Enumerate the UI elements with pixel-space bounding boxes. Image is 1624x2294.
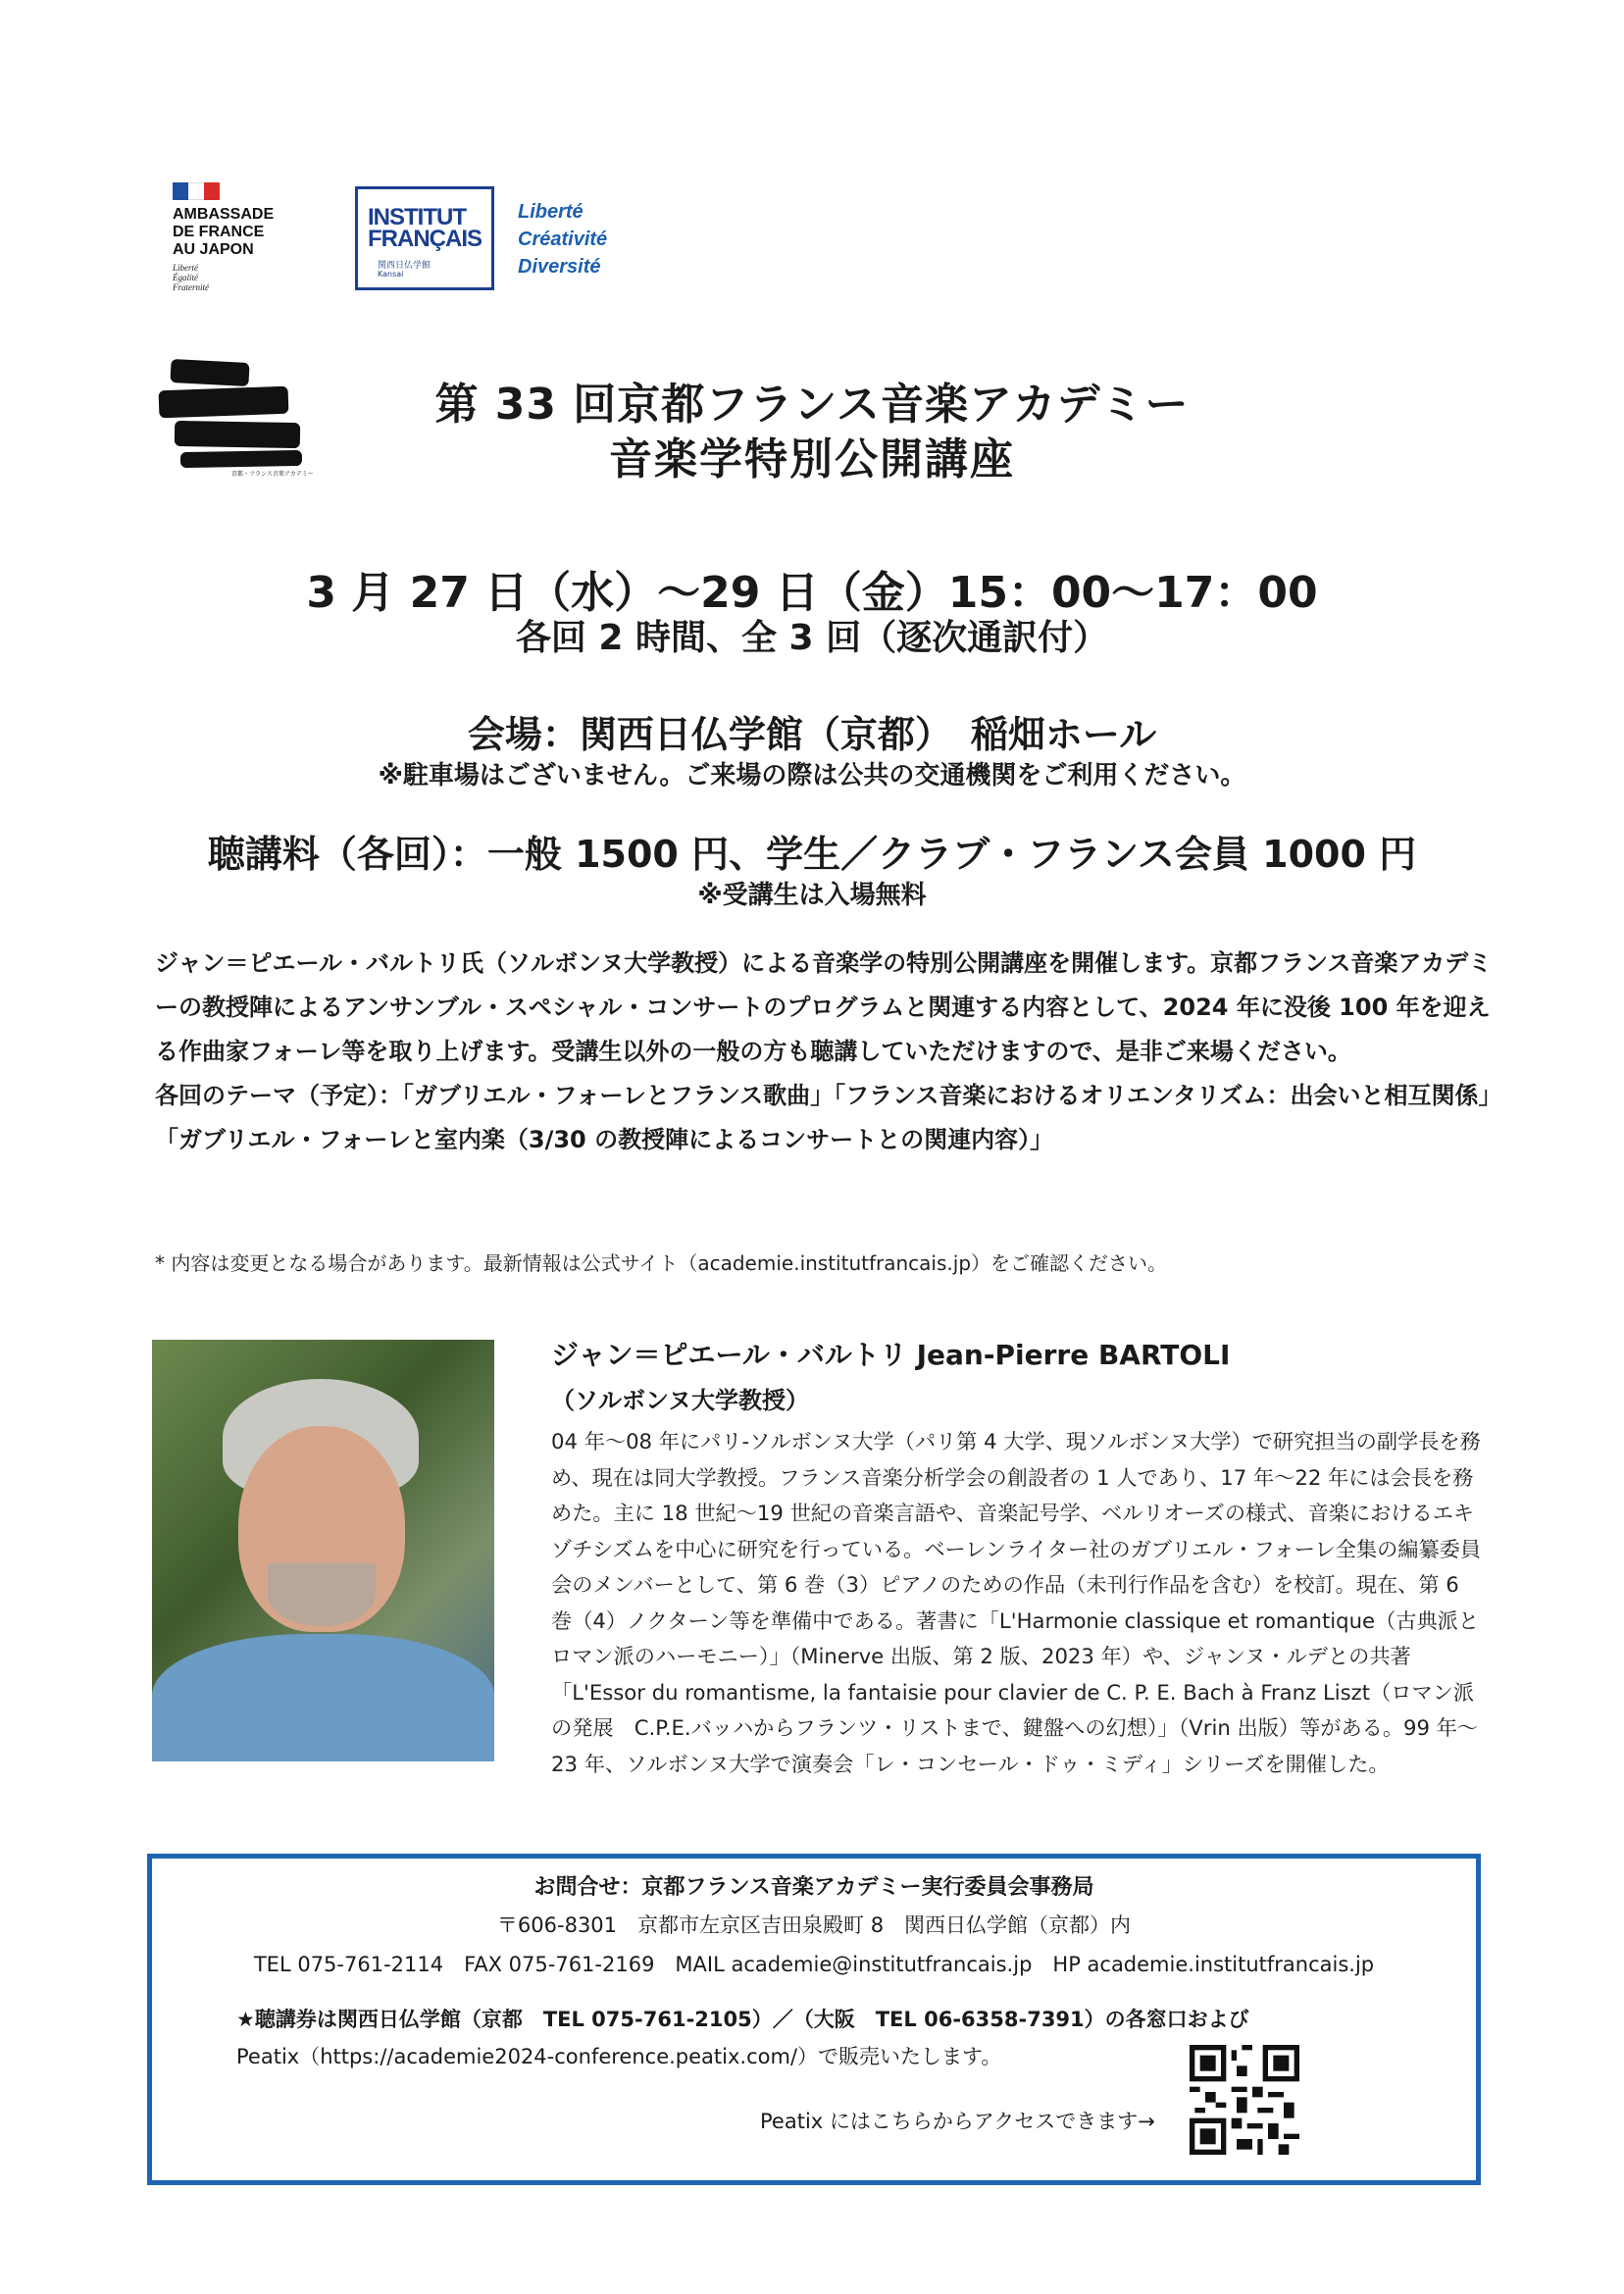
disclaimer: * 内容は変更となる場合があります。最新情報は公式サイト（academie.institutfrancais.jp）をご確認ください。 (155, 1251, 1168, 1275)
contact-box (147, 1854, 1481, 2185)
speaker-name: ジャン＝ピエール・バルトリ Jean-Pierre BARTOLI (551, 1339, 1231, 1371)
institut-sub-japanese: 関西日仏学館 (378, 261, 431, 271)
ticket-info-line2: Peatix（https://academie2024-conference.peatix.com/）で販売いたします。 (236, 2045, 1002, 2068)
fee-text: 聴講料（各回）：一般 1500 円、学生／クラブ・フランス会員 1000 円 (207, 833, 1417, 876)
event-dates: 3 月 27 日（水）～29 日（金）15：00～17：00 (306, 568, 1318, 618)
ambassade-flag-icon (173, 182, 220, 200)
ambassade-motto: Liberté Égalité Fraternité (173, 263, 209, 292)
institut-sub-kansai: Kansai (378, 270, 404, 279)
intro-paragraph: ジャン＝ピエール・バルトリ氏（ソルボンヌ大学教授）による音楽学の特別公開講座を開催します。京都フランス音楽アカデミーの教授陣によるアンサンブル・スペシャル・コンサートのプログラムと関連する内容として、2024 年に没後 100 年を迎える作曲家フォーレ等を取り上げます。受講生以外の一般の方も聴講していただけますので、是非ご来場ください。 (155, 949, 1493, 1065)
venue-name: 会場：関西日仏学館（京都） 稲畑ホール (467, 713, 1157, 756)
qr-code-icon[interactable] (1190, 2045, 1299, 2155)
institut-francais-logo (355, 186, 494, 290)
fee-note: ※受講生は入場無料 (697, 881, 927, 910)
institut-francais-name: INSTITUT FRANÇAIS (368, 204, 482, 252)
speaker-photo (152, 1340, 494, 1761)
parking-note: ※駐車場はございません。ご来場の際は公共の交通機関をご利用ください。 (378, 761, 1246, 790)
contact-tel-line: TEL 075-761-2114 FAX 075-761-2169 MAIL academie@institutfrancais.jp HP academie.institutfrancais.jp (253, 1953, 1375, 1976)
peatix-note: Peatix にはこちらからアクセスできます→ (760, 2110, 1155, 2133)
event-title: 第 33 回京都フランス音楽アカデミー (434, 380, 1190, 430)
intro-text (155, 942, 1498, 1162)
speaker-bio: 04 年～08 年にパリ-ソルボンヌ大学（パリ第 4 大学、現ソルボンヌ大学）で研究担当の副学長を務め、現在は同大学教授。フランス音楽分析学会の創設者の 1 人であり、17 年～22 年には会長を務めた。主に 18 世紀～19 世紀の音楽言語や、音楽記号学、ベルリオーズの様式、音楽におけるエキゾチシズムを中心に研究を行っている。ベーレンライター社のガブリエル・フォーレ全集の編纂委員会のメンバーとして、第 6 巻（3）ピアノのための作品（未刊行作品を含む）を校訂。現在、第 6 巻（4）ノクターン等を準備中である。著書に「L'Harmonie classique et romantique（古典派とロマン派のハーモニー）」（Minerve 出版、第 2 版、2023 年）や、ジャンヌ・ルデとの共著「L'Essor du romantisme, la fantaisie pour clavier de C. P. E. Bach à Franz Liszt（ロマン派の発展 C.P.E.バッハからフランツ・リストまで、鍵盤への幻想）」（Vrin 出版）等がある。99 年～23 年、ソルボンヌ大学で演奏会「レ・コンセール・ドゥ・ミディ」シリーズを開催した。 (551, 1429, 1482, 1776)
contact-address: 〒606-8301 京都市左京区吉田泉殿町 8 関西日仏学館（京都）内 (496, 1913, 1132, 1937)
intro-themes: 各回のテーマ（予定）：「ガブリエル・フォーレとフランス歌曲」「フランス音楽におけるオリエンタリズム：出会いと相互関係」「ガブリエル・フォーレと室内楽（3/30 の教授陣によるコンサートとの関連内容）」 (155, 1082, 1491, 1153)
contact-title: お問合せ：京都フランス音楽アカデミー実行委員会事務局 (533, 1875, 1094, 1900)
ambassade-logo-text: AMBASSADE DE FRANCE AU JAPON (173, 206, 275, 258)
institut-motto: Liberté Créativité Diversité (518, 201, 608, 278)
academie-logo-caption: 京都・フランス音楽アカデミー (231, 471, 314, 478)
event-subtitle: 音楽学特別公開講座 (609, 434, 1015, 484)
speaker-role: （ソルボンヌ大学教授） (551, 1387, 810, 1414)
event-sessions: 各回 2 時間、全 3 回（逐次通訳付） (515, 618, 1109, 658)
ticket-info-line1: ★聴講券は関西日仏学館（京都 TEL 075-761-2105）／（大阪 TEL 06-6358-7391）の各窓口および (236, 2008, 1249, 2031)
